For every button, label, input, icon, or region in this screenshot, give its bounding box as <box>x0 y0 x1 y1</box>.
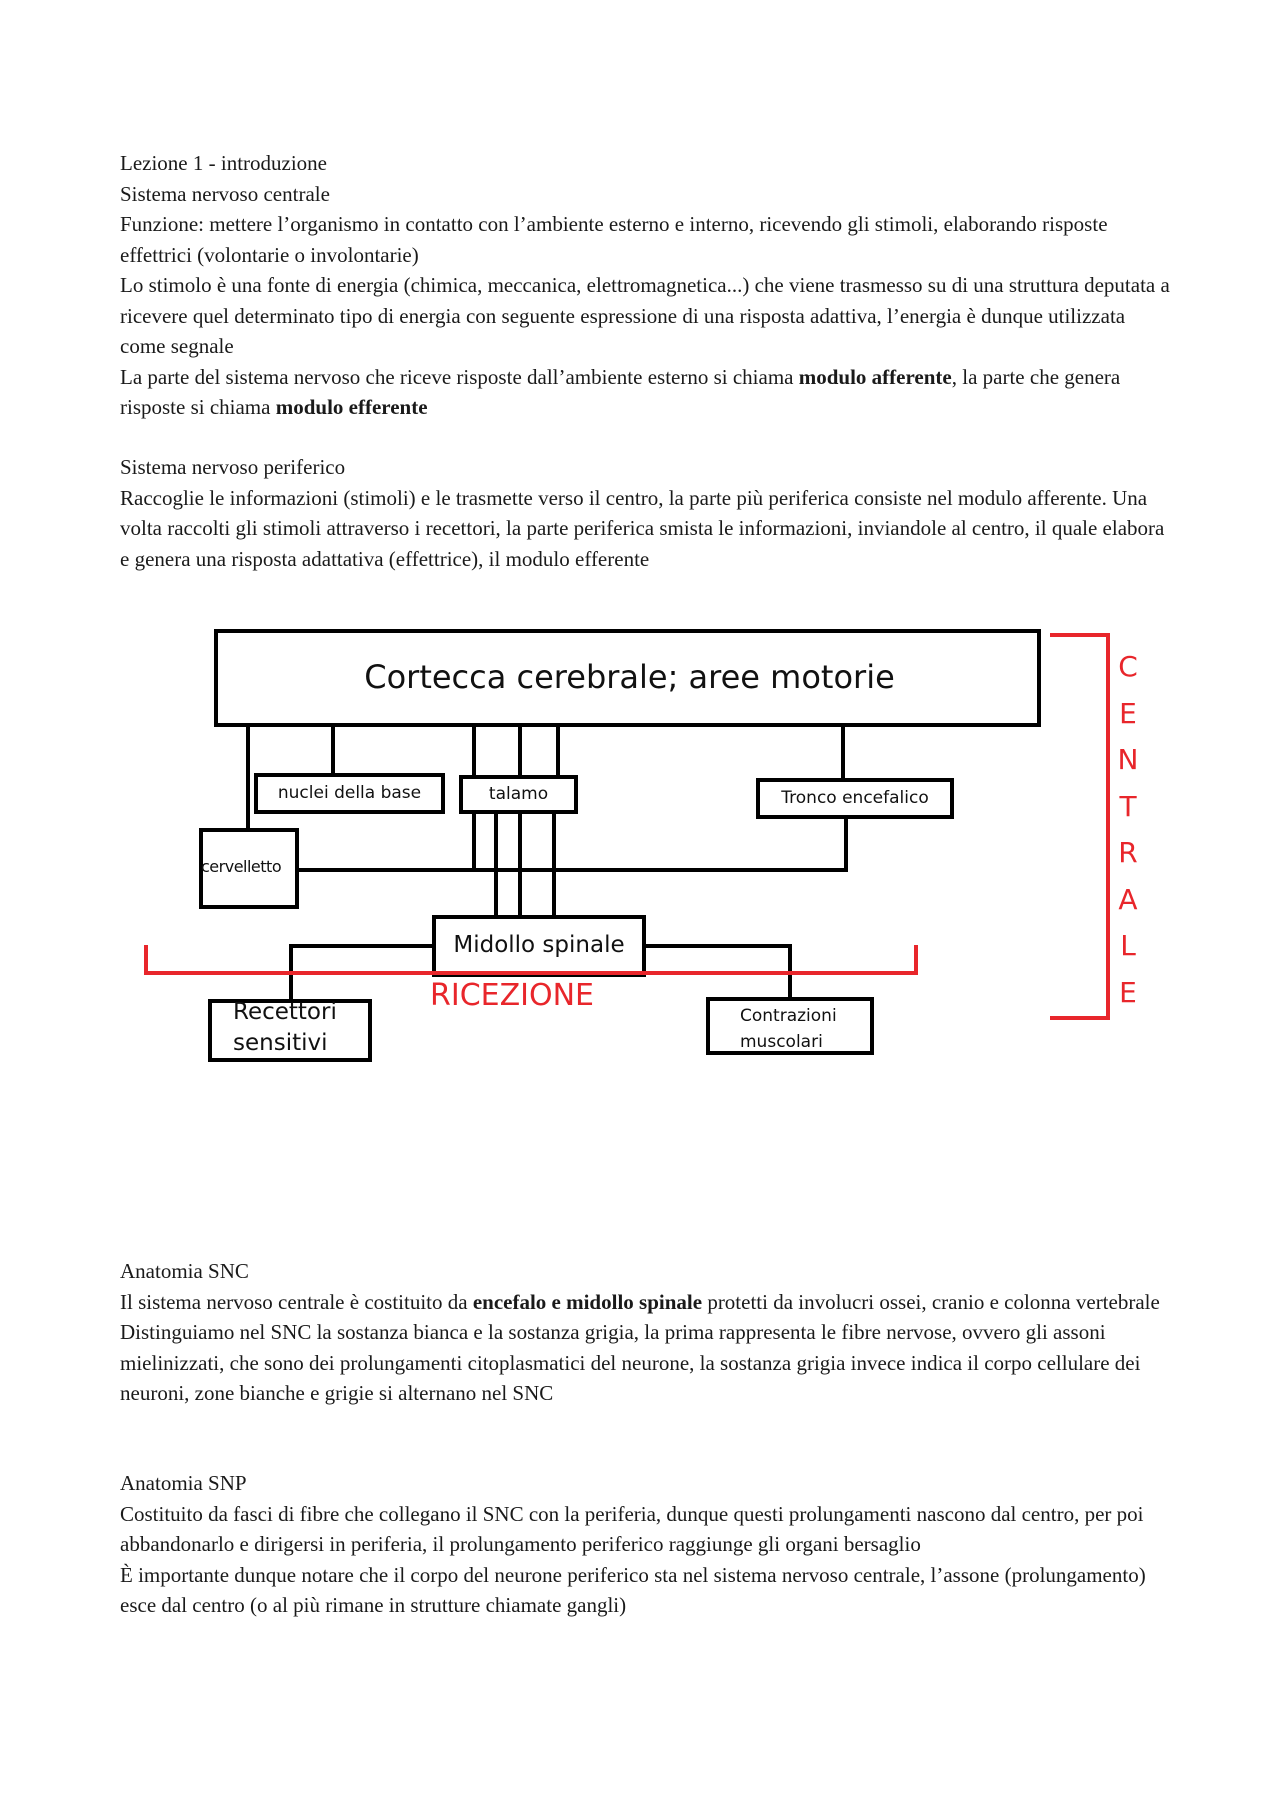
anatomia-snc-section <box>120 1256 1170 1409</box>
receptors-label-line1: Recettori <box>233 999 337 1025</box>
modules-text-a: La parte del sistema nervoso che riceve risposte dall’ambiente esterno si chiama <box>120 364 799 389</box>
snp-fibres-paragraph: Costituito da fasci di fibre che collegano il SNC con la periferia, dunque questi prolungamenti nascono dal centro, per poi abbandonarlo e dirigersi in periferia, il prolungamento periferico raggiunge gli organi bersaglio <box>120 1501 1144 1556</box>
anatomia-snp-heading: Anatomia SNP <box>120 1471 247 1495</box>
central-letter: L <box>1120 929 1136 962</box>
snc-heading: Sistema nervoso centrale <box>120 181 330 206</box>
central-label <box>1113 644 1143 1016</box>
central-letter: C <box>1118 650 1138 683</box>
snp-paragraph: Raccoglie le informazioni (stimoli) e le trasmette verso il centro, la parte più periferica consiste nel modulo afferente. Una volta raccolti gli stimoli attraverso i recettori, la parte periferica smista le informazioni, inviandole al centro, il quale elabora e genera una risposta adattativa (effettrice), il modulo efferente <box>120 485 1165 571</box>
intro-section <box>120 148 1170 423</box>
central-letter: E <box>1119 696 1137 730</box>
white-grey-matter-paragraph: Distinguiamo nel SNC la sostanza bianca e la sostanza grigia, la prima rappresenta le fibre nervose, ovvero gli assoni mielinizzati, che sono dei prolungamenti citoplasmatici del neurone, la sostanza grigia invece indica il corpo cellulare dei neuroni, zone bianche e grigie si alternano nel SNC <box>120 1320 1141 1405</box>
cortex-label: Cortecca cerebrale; aree motorie <box>364 658 895 696</box>
spinal-cord-label: Midollo spinale <box>453 932 625 958</box>
lesson-title: Lezione 1 - introduzione <box>120 151 328 175</box>
cerebellum-label: cervelletto <box>201 857 282 876</box>
snp-section <box>120 452 1170 574</box>
central-letter: T <box>1119 789 1137 823</box>
snc-composition-a: Il sistema nervoso centrale è costituito da <box>120 1289 473 1314</box>
efferent-module-term: modulo efferente <box>275 395 428 419</box>
basal-nuclei-label: nuclei della base <box>277 783 422 803</box>
anatomia-snp-section <box>120 1468 1170 1621</box>
modules-text-c: , la parte che genera risposte si chiama <box>120 364 1121 419</box>
central-bracket <box>1050 635 1108 1018</box>
snp-heading: Sistema nervoso periferico <box>120 455 346 479</box>
central-letter: N <box>1117 743 1139 776</box>
receptors-label-line2: sensitivi <box>233 1030 328 1056</box>
stimulus-paragraph: Lo stimolo è una fonte di energia (chimica, meccanica, elettromagnetica...) che viene trasmesso su di una struttura deputata a ricevere quel determinato tipo di energia con seguente espressione di una risposta adattiva, l’energia è dunque utilizzata come segnale <box>120 273 1170 358</box>
central-letter: E <box>1119 975 1137 1009</box>
thalamus-label: talamo <box>488 784 549 804</box>
peripheral-neuron-paragraph: È importante dunque notare che il corpo del neurone periferico sta nel sistema nervoso centrale, l’assone (prolungamento) esce dal centro (o al più rimane in strutture chiamate gangli) <box>120 1562 1146 1617</box>
brainstem-label: Tronco encefalico <box>781 788 929 808</box>
snc-composition-term: encefalo e midollo spinale <box>472 1289 703 1314</box>
afferent-module-term: modulo afferente <box>798 364 952 389</box>
snc-composition-c: protetti da involucri ossei, cranio e colonna vertebrale <box>702 1289 1160 1314</box>
function-paragraph: Funzione: mettere l’organismo in contatto con l’ambiente esterno e interno, ricevendo gli stimoli, elaborando risposte effettrici (volontarie o involontarie) <box>120 212 1108 267</box>
reception-label: RICEZIONE <box>430 978 595 1013</box>
contractions-label-line1: Contrazioni <box>740 1006 837 1026</box>
contractions-label-line2: muscolari <box>740 1032 823 1052</box>
modules-paragraph <box>120 362 1170 423</box>
snc-composition-paragraph <box>120 1287 1170 1318</box>
central-letter: R <box>1118 836 1138 869</box>
anatomia-snc-heading: Anatomia SNC <box>120 1259 249 1283</box>
nervous-system-diagram <box>0 600 1280 1200</box>
central-letter: A <box>1118 882 1138 916</box>
